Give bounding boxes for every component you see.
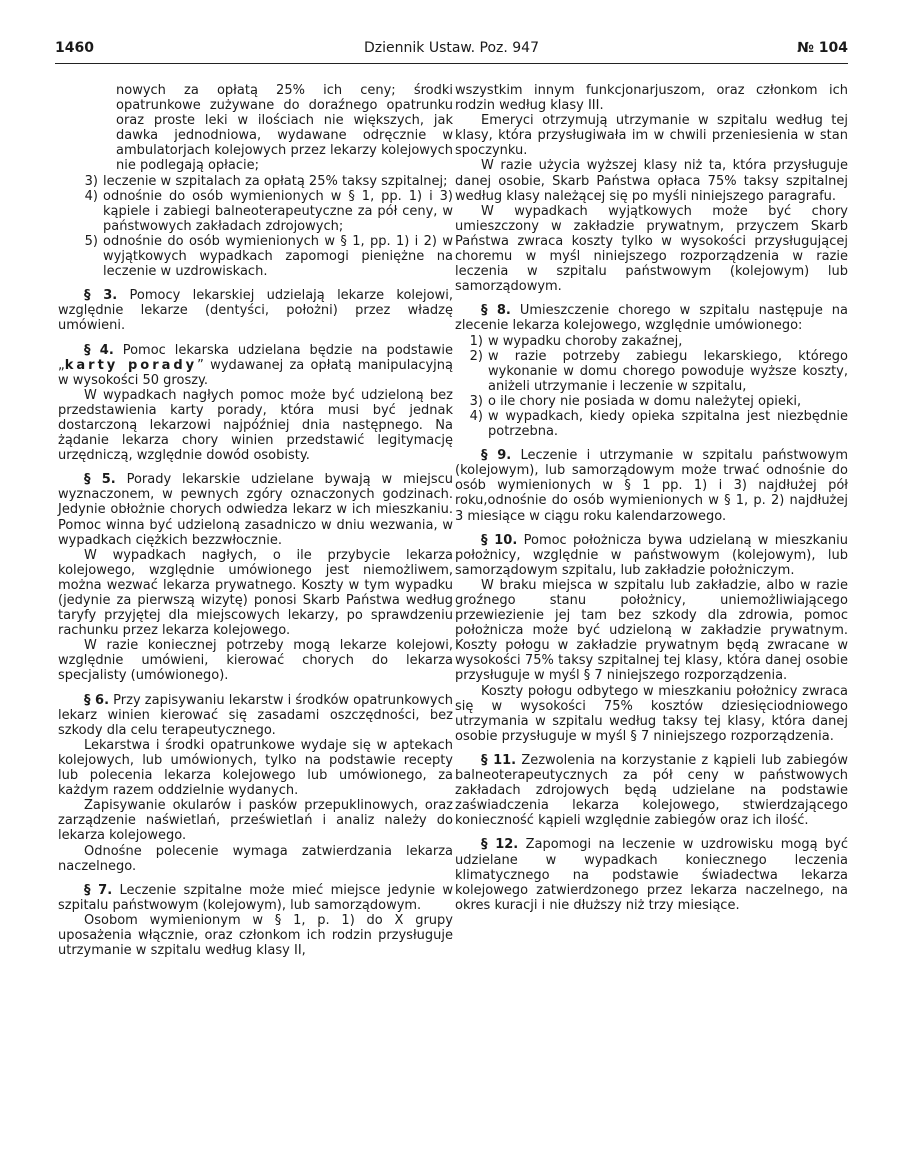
list-item: 3) leczenie w szpitalach za opłatą 25% taksy szpitalnej; — [84, 173, 448, 189]
section-number: § 8. — [481, 303, 511, 319]
list-item: 4) w wypadkach, kiedy opieka szpitalna jest niezbędnie potrzebna. — [469, 408, 848, 440]
section-number: § 3. — [84, 288, 118, 304]
continued-text: wszystkim innym funkcjonarjuszom, oraz członkom ich rodzin według klasy III. — [455, 83, 848, 114]
section-number: § 5. — [84, 472, 116, 488]
section-11: § 11. Zezwolenia na korzystanie z kąpieli lub zabiegów balneoterapeutycznych za pół ceny w państwowych zakładach zdrojowych będą udzielane na podstawie zaświadczenia lekarza kolejowego, stwierdzającego konieczność kąpieli względnie zabiegów oraz ich ilość. — [455, 752, 848, 829]
paragraph: Zapisywanie okularów i pasków przepuklinowych, oraz zarządzenie naświetlań, prześwietlań i analiz należy do lekarza kolejowego. — [58, 798, 453, 844]
section-4: § 4. Pomoc lekarska udzielana będzie na podstawie „karty porady” wydawanej za opłatą manipulacyjną w wysokości 50 groszy. — [58, 342, 454, 388]
section-10: § 10. Pomoc położnicza bywa udzielaną w mieszkaniu położnicy, względnie w państwowym (kolejowym), lub samorządowym szpitalu, lub zakładzie położniczym. — [455, 532, 848, 578]
spaced-term: karty porady — [64, 357, 198, 373]
section-number: § 11. — [481, 752, 517, 768]
section-3: § 3. Pomocy lekarskiej udzielają lekarze kolejowi, względnie lekarze (dentyści, położni) przez władzę umówieni. — [58, 288, 453, 334]
list-item: 3) o ile chory nie posiada w domu należytej opieki, — [469, 393, 802, 409]
continued-text: nowych za opłatą 25% ich ceny; środki opatrunkowe zużywane do doraźnego opatrunku oraz proste leki w ilościach nie większych, jak dawka jednodniowa, wydawane odręcznie w ambulatorjach kolejowych przez lekarzy kolejowych nie podlegają opłacie; — [116, 83, 453, 174]
paragraph: W braku miejsca w szpitalu lub zakładzie, albo w razie groźnego stanu położnicy, uniemożliwiającego przewiezienie jej tam bez szkody dla zdrowia, pomoc położnicza może być udzieloną w zakładzie prywatnym. Koszty połogu w zakładzie prywatnym będą zwracane w wysokości 75% taksy szpitalnej tej klasy, która danej osobie przysługuje w myśl § 7 niniejszego rozporządzenia. — [455, 577, 848, 684]
section-7: § 7. Leczenie szpitalne może mieć miejsce jedynie w szpitalu państwowym (kolejowym), lub samorządowym. — [58, 882, 453, 913]
section-number: § 9. — [481, 448, 512, 464]
section-number: § 10. — [481, 532, 518, 548]
section-number: § 7. — [84, 882, 113, 898]
list-item: 1) w wypadku choroby zakaźnej, — [469, 333, 683, 349]
section-6: § 6. Przy zapisywaniu lekarstw i środków opatrunkowych lekarz winien kierować się zasadami oszczędności, bez szkody dla celu terapeutycznego. — [58, 692, 453, 738]
left-column — [58, 83, 453, 958]
issue-number: № 104 — [797, 40, 848, 56]
paragraph: Emeryci otrzymują utrzymanie w szpitalu według tej klasy, która przysługiwała im w chwili przeniesienia w stan spoczynku. — [455, 113, 848, 159]
paragraph: W razie koniecznej potrzeby mogą lekarze kolejowi, względnie umówieni, kierować chorych do lekarza specjalisty (umówionego). — [58, 638, 453, 684]
paragraph: W razie użycia wyższej klasy niż ta, która przysługuje danej osobie, Skarb Państwa opłaca 75% taksy szpitalnej według klasy należącej się po myśli niniejszego paragrafu. — [455, 158, 848, 204]
section-5: § 5. Porady lekarskie udzielane bywają w miejscu wyznaczonem, w pewnych zgóry oznaczonych godzinach. Jedynie obłożnie chorych odwiedza lekarz w ich mieszkaniu. Pomoc winna być udzieloną zasadniczo w dniu wezwania, w wypadkach ciężkich bezzwłocznie. — [58, 472, 453, 548]
list-item: 2) w razie potrzeby zabiegu lekarskiego, którego wykonanie w domu chorego powoduje wyższe koszty, aniżeli utrzymanie i leczenie w szpitalu, — [469, 348, 848, 394]
section-number: § 6. — [84, 692, 110, 708]
section-number: § 4. — [84, 342, 114, 358]
paragraph: W wypadkach wyjątkowych może być chory umieszczony w zakładzie prywatnym, przyczem Skarb Państwa zwraca koszty tylko w wysokości przysługującej choremu w myśl niniejszego rozporządzenia w razie leczenia w szpitalu państwowym (kolejowym) lub samorządowym. — [455, 203, 848, 295]
paragraph: Koszty połogu odbytego w mieszkaniu położnicy zwraca się w wysokości 75% kosztów dziesięciodniowego utrzymania w szpitalu według taksy tej klasy, która danej osobie przysługuje w myśl § 7 niniejszego rozporządzenia. — [455, 683, 848, 744]
paragraph: W wypadkach nagłych pomoc może być udzieloną bez przedstawienia karty porady, która musi być jednak dostarczoną lekarzowi najpóźniej dnia następnego. Na żądanie lekarza chory winien przedstawić legitymację urzędniczą, względnie dowód osobisty. — [58, 387, 453, 464]
section-12: § 12. Zapomogi na leczenie w uzdrowisku mogą być udzielane w wypadkach koniecznego leczenia klimatycznego na podstawie świadectwa lekarza kolejowego zatwierdzonego przez lekarza naczelnego, na okres kuracji i nie dłuższy niż trzy miesiące. — [455, 837, 848, 913]
header-rule — [55, 63, 848, 64]
page-number: 1460 — [55, 40, 94, 56]
paragraph: W wypadkach nagłych, o ile przybycie lekarza kolejowego, względnie umówionego jest niemożliwem, można wezwać lekarza prywatnego. Koszty w tym wypadku (jedynie za pierwszą wizytę) ponosi Skarb Państwa według taryfy przyjętej dla miejscowych lekarzy, po sprawdzeniu rachunku przez lekarza kolejowego. — [58, 547, 453, 639]
journal-title: Dziennik Ustaw. Poz. 947 — [364, 40, 539, 56]
section-number: § 12. — [481, 837, 519, 853]
page-header — [55, 40, 848, 62]
paragraph: Osobom wymienionym w § 1, p. 1) do X grupy uposażenia włącznie, oraz członkom ich rodzin przysługuje utrzymanie w szpitalu według klasy II, — [58, 912, 453, 959]
paragraph: Lekarstwa i środki opatrunkowe wydaje się w aptekach kolejowych, lub umówionych, tylko na podstawie recepty lub polecenia lekarza kolejowego lub umówionego, za każdym razem oddzielnie wydanych. — [58, 737, 453, 799]
list-item: 5) odnośnie do osób wymienionych w § 1, pp. 1) i 2) w wyjątkowych wypadkach zapomogi pieniężne na leczenie w uzdrowiskach. — [84, 233, 453, 280]
paragraph: Odnośne polecenie wymaga zatwierdzania lekarza naczelnego. — [58, 843, 453, 874]
section-8: § 8. Umieszczenie chorego w szpitalu następuje na zlecenie lekarza kolejowego, względnie umówionego: — [455, 303, 849, 334]
list-item: 4) odnośnie do osób wymienionych w § 1, pp. 1) i 3) kąpiele i zabiegi balneoterapeutyczne za pół ceny, w państwowych zakładach zdrojowych; — [84, 188, 453, 234]
right-column — [455, 83, 848, 913]
section-9: § 9. Leczenie i utrzymanie w szpitalu państwowym (kolejowym), lub samorządowym może trwać odnośnie do osób wymienionych w § 1 pp. 1) i 3) najdłużej pół roku,odnośnie do osób wymienionych w § 1, p. 2) najdłużej 3 miesiące w ciągu roku kalendarzowego. — [455, 448, 848, 524]
